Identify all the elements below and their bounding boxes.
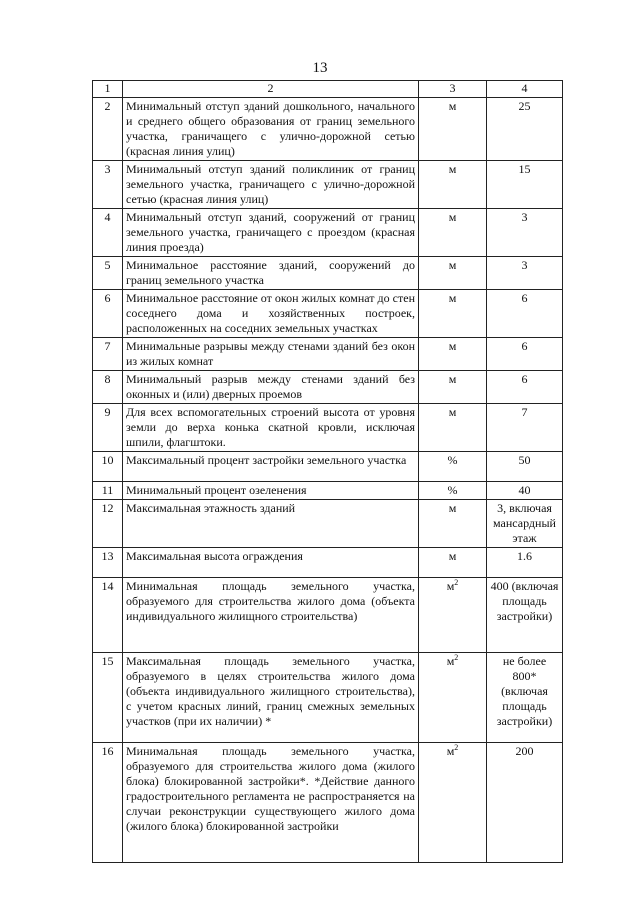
value-cell: 6 — [487, 338, 563, 371]
unit-text: м — [446, 744, 455, 758]
unit-cell — [419, 161, 487, 209]
table-row — [93, 338, 563, 371]
regulations-table — [92, 80, 563, 863]
parameter-name-cell: Минимальный отступ зданий дошкольного, начального и среднего общего образования от границ земельного участка, граничащего с улично-дорожной сетью (красная линия улиц) — [123, 98, 419, 161]
unit-cell — [419, 548, 487, 578]
row-number-cell: 15 — [93, 653, 123, 743]
unit-text: м — [448, 99, 457, 113]
table-row — [93, 161, 563, 209]
value-cell: 3 — [487, 257, 563, 290]
table-row — [93, 653, 563, 743]
value-cell: 200 — [487, 743, 563, 863]
unit-cell — [419, 209, 487, 257]
unit-text: % — [447, 453, 458, 467]
row-number-cell: 11 — [93, 482, 123, 500]
unit-cell — [419, 338, 487, 371]
value-cell: 7 — [487, 404, 563, 452]
row-number-cell: 16 — [93, 743, 123, 863]
table-row — [93, 452, 563, 482]
row-number-cell: 5 — [93, 257, 123, 290]
value-cell: 40 — [487, 482, 563, 500]
unit-text: м — [448, 339, 457, 353]
table-row — [93, 500, 563, 548]
unit-cell — [419, 743, 487, 863]
parameter-name-cell: Минимальное расстояние зданий, сооружений до границ земельного участка — [123, 257, 419, 290]
table-row — [93, 404, 563, 452]
unit-cell — [419, 482, 487, 500]
row-number-cell: 9 — [93, 404, 123, 452]
table-row — [93, 257, 563, 290]
unit-cell — [419, 500, 487, 548]
unit-text: м — [446, 654, 455, 668]
value-cell: 6 — [487, 290, 563, 338]
header-cell: 4 — [487, 81, 563, 98]
unit-cell — [419, 257, 487, 290]
unit-text: м — [448, 372, 457, 386]
row-number-cell: 14 — [93, 578, 123, 653]
value-cell: 400 (включая площадь застройки) — [487, 578, 563, 653]
value-cell: 15 — [487, 161, 563, 209]
value-cell: не более 800* (включая площадь застройки) — [487, 653, 563, 743]
table-row — [93, 743, 563, 863]
unit-text: м — [448, 405, 457, 419]
parameter-name-cell: Минимальное расстояние от окон жилых комнат до стен соседнего дома и хозяйственных построек, расположенных на соседних земельных участках — [123, 290, 419, 338]
row-number-cell: 6 — [93, 290, 123, 338]
parameter-name-cell: Минимальная площадь земельного участка, образуемого для строительства жилого дома (жилого блока) блокированной застройки*. *Действие данного градостроительного регламента не распространяется на случаи реконструкции существующего жилого дома (жилого блока) блокированной застройки — [123, 743, 419, 863]
unit-text: м — [448, 291, 457, 305]
parameter-name-cell: Максимальный процент застройки земельного участка — [123, 452, 419, 482]
parameter-name-cell: Минимальный разрыв между стенами зданий без оконных и (или) дверных проемов — [123, 371, 419, 404]
table-header-row — [93, 81, 563, 98]
parameter-name-cell: Максимальная высота ограждения — [123, 548, 419, 578]
parameter-name-cell: Максимальная площадь земельного участка, образуемого в целях строительства жилого дома (объекта индивидуального жилищного строительства), с учетом красных линий, границ смежных земельных участков (при их наличии) * — [123, 653, 419, 743]
unit-cell — [419, 578, 487, 653]
unit-superscript: 2 — [454, 743, 459, 752]
parameter-name-cell: Максимальная этажность зданий — [123, 500, 419, 548]
unit-text: м — [448, 501, 457, 515]
header-cell: 3 — [419, 81, 487, 98]
value-cell: 1.6 — [487, 548, 563, 578]
parameter-name-cell: Минимальная площадь земельного участка, образуемого для строительства жилого дома (объекта индивидуального жилищного строительства) — [123, 578, 419, 653]
parameter-name-cell: Минимальный отступ зданий, сооружений от границ земельного участка, граничащего с проездом (красная линия проезда) — [123, 209, 419, 257]
table-row — [93, 98, 563, 161]
page-number: 13 — [312, 60, 328, 76]
row-number-cell: 2 — [93, 98, 123, 161]
unit-cell — [419, 653, 487, 743]
row-number-cell: 3 — [93, 161, 123, 209]
table-row — [93, 290, 563, 338]
unit-superscript: 2 — [454, 653, 459, 662]
parameter-name-cell: Минимальные разрывы между стенами зданий без окон из жилых комнат — [123, 338, 419, 371]
row-number-cell: 4 — [93, 209, 123, 257]
value-cell: 6 — [487, 371, 563, 404]
unit-cell — [419, 371, 487, 404]
table-row — [93, 482, 563, 500]
unit-cell — [419, 290, 487, 338]
value-cell: 3, включая мансардный этаж — [487, 500, 563, 548]
unit-cell — [419, 452, 487, 482]
unit-text: м — [448, 210, 457, 224]
unit-text: % — [447, 483, 458, 497]
row-number-cell: 8 — [93, 371, 123, 404]
table-row — [93, 548, 563, 578]
parameter-name-cell: Минимальный отступ зданий поликлиник от границ земельного участка, граничащего с улично-дорожной сетью (красная линия улиц) — [123, 161, 419, 209]
row-number-cell: 12 — [93, 500, 123, 548]
value-cell: 3 — [487, 209, 563, 257]
table-row — [93, 578, 563, 653]
row-number-cell: 7 — [93, 338, 123, 371]
row-number-cell: 10 — [93, 452, 123, 482]
unit-superscript: 2 — [454, 578, 459, 587]
value-cell: 25 — [487, 98, 563, 161]
parameter-name-cell: Для всех вспомогательных строений высота от уровня земли до верха конька скатной кровли, исключая шпили, флагштоки. — [123, 404, 419, 452]
unit-text: м — [448, 162, 457, 176]
header-cell: 2 — [123, 81, 419, 98]
value-cell: 50 — [487, 452, 563, 482]
unit-text: м — [448, 549, 457, 563]
parameter-name-cell: Минимальный процент озеленения — [123, 482, 419, 500]
table-row — [93, 209, 563, 257]
row-number-cell: 13 — [93, 548, 123, 578]
unit-cell — [419, 404, 487, 452]
unit-text: м — [446, 579, 455, 593]
header-cell: 1 — [93, 81, 123, 98]
unit-text: м — [448, 258, 457, 272]
table-row — [93, 371, 563, 404]
unit-cell — [419, 98, 487, 161]
